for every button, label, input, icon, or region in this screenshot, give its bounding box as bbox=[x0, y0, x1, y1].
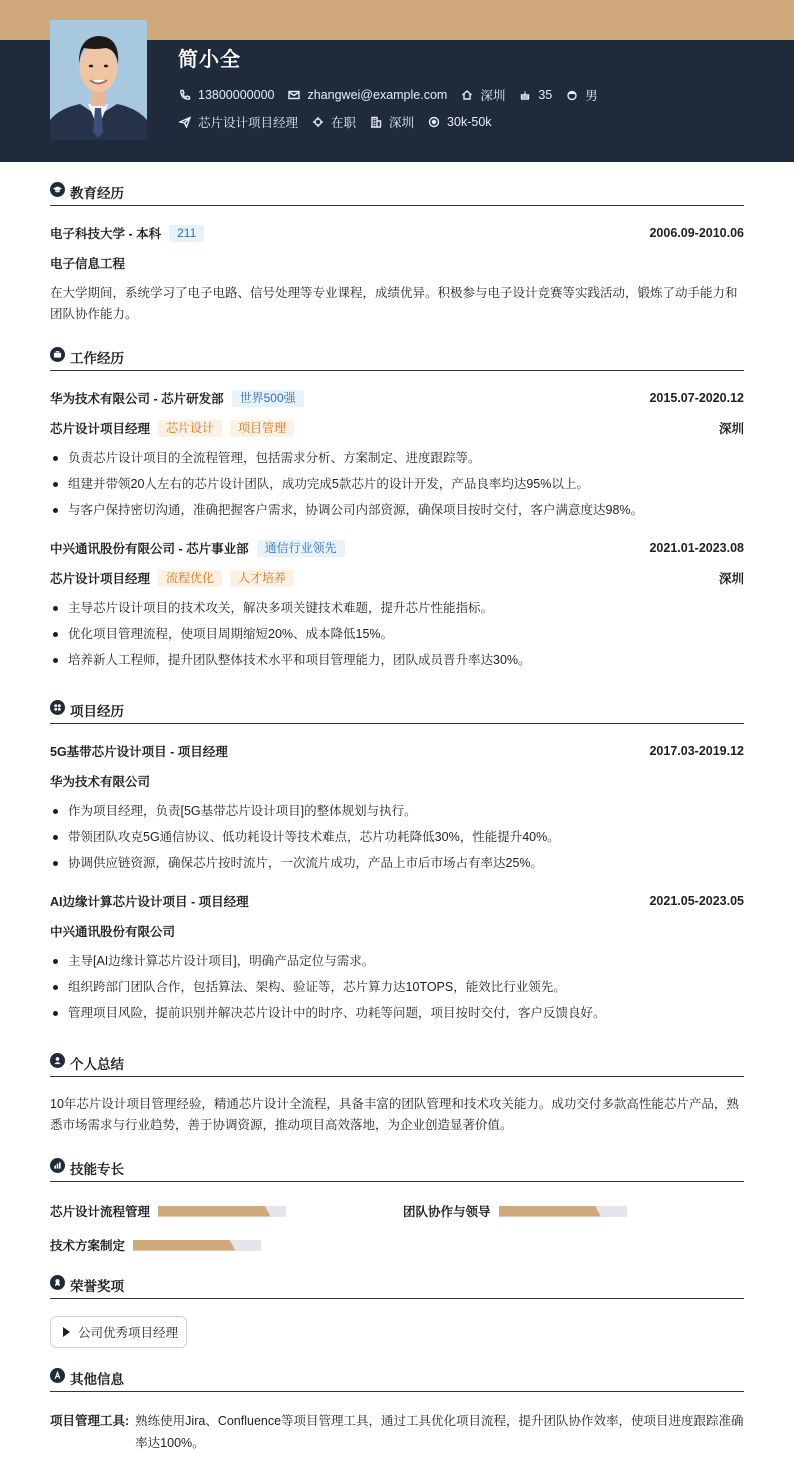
project-period: 2017.03-2019.12 bbox=[649, 744, 744, 758]
profile-photo bbox=[50, 20, 147, 140]
project-header bbox=[50, 892, 744, 910]
project-bullet: 带领团队攻克5G通信协议、低功耗设计等技术难点，芯片功耗降低30%，性能提升40%。 bbox=[50, 828, 744, 846]
home-icon bbox=[460, 88, 474, 102]
award-icon bbox=[50, 1275, 65, 1290]
info-a-icon bbox=[50, 1368, 65, 1383]
work-bullet: 主导芯片设计项目的技术攻关，解决多项关键技术难题，提升芯片性能指标。 bbox=[50, 599, 744, 617]
work-bullet: 负责芯片设计项目的全流程管理，包括需求分析、方案制定、进度跟踪等。 bbox=[50, 449, 744, 467]
award-item[interactable] bbox=[50, 1316, 187, 1348]
education-header bbox=[50, 224, 744, 242]
candidate-name: 简小全 bbox=[178, 49, 241, 71]
work-role-line bbox=[50, 569, 744, 587]
work-location: 深圳 bbox=[718, 572, 744, 586]
project-name: 5G基带芯片设计项目 - 项目经理 bbox=[50, 745, 228, 759]
work-location: 深圳 bbox=[718, 422, 744, 436]
gender-icon bbox=[565, 88, 579, 102]
target-city-item: 深圳 bbox=[369, 113, 414, 131]
company-tag: 世界500强 bbox=[232, 390, 304, 407]
salary-item: 30k-50k bbox=[427, 115, 491, 129]
email-item: zhangwei@example.com bbox=[287, 88, 447, 102]
awards-section-title: 荣誉奖项 bbox=[50, 1275, 744, 1299]
work-bullet: 组建并带领20人左右的芯片设计团队，成功完成5款芯片的设计开发，产品良率均达95%以上。 bbox=[50, 475, 744, 493]
skill-tag: 芯片设计 bbox=[158, 420, 222, 437]
skill-name: 技术方案制定 bbox=[50, 1239, 126, 1253]
major: 电子信息工程 bbox=[50, 257, 126, 271]
skill-tag: 人才培养 bbox=[230, 570, 294, 587]
project-company: 华为技术有限公司 bbox=[50, 775, 151, 789]
caret-right-icon bbox=[63, 1327, 70, 1337]
status-icon bbox=[311, 115, 325, 129]
school-degree: 电子科技大学 - 本科 bbox=[50, 227, 162, 241]
other-info-key: 项目管理工具: bbox=[50, 1414, 130, 1428]
role: 芯片设计项目经理 bbox=[50, 422, 151, 436]
summary-section-title: 个人总结 bbox=[50, 1053, 744, 1077]
skill-name: 芯片设计流程管理 bbox=[50, 1205, 151, 1219]
contact-row bbox=[178, 86, 611, 104]
age-item: 35 bbox=[518, 88, 552, 102]
education-period: 2006.09-2010.06 bbox=[649, 226, 744, 240]
briefcase-icon bbox=[50, 347, 65, 362]
work-period: 2021.01-2023.08 bbox=[649, 541, 744, 555]
project-bullet: 作为项目经理，负责[5G基带芯片设计项目]的整体规划与执行。 bbox=[50, 802, 744, 820]
graduation-cap-icon bbox=[50, 182, 65, 197]
mail-icon bbox=[287, 88, 301, 102]
company-name: 华为技术有限公司 - 芯片研发部 bbox=[50, 392, 224, 406]
job-intent-row bbox=[178, 113, 505, 131]
skill-bar-fill bbox=[499, 1206, 601, 1217]
other-info-value: 熟练使用Jira、Confluence等项目管理工具，通过工具优化项目流程，提升团队协作效率，使项目进度跟踪准确率达100%。 bbox=[135, 1414, 744, 1450]
user-icon bbox=[50, 1053, 65, 1068]
summary-text: 10年芯片设计项目管理经验，精通芯片设计全流程，具备丰富的团队管理和技术攻关能力。成功交付多款高性能芯片产品，熟悉市场需求与行业趋势，善于协调资源，推动项目高效落地，为企业创造显著价值。 bbox=[50, 1097, 739, 1132]
project-period: 2021.05-2023.05 bbox=[649, 894, 744, 908]
projects-section-title: 项目经历 bbox=[50, 700, 744, 724]
skill-name: 团队协作与领导 bbox=[403, 1205, 491, 1219]
company-tag: 通信行业领先 bbox=[257, 540, 345, 557]
skill-bar bbox=[158, 1206, 286, 1217]
work-header bbox=[50, 539, 744, 557]
school-tag: 211 bbox=[169, 225, 204, 242]
work-bullet: 与客户保持密切沟通，准确把握客户需求，协调公司内部资源，确保项目按时交付，客户满意度达98%。 bbox=[50, 501, 744, 519]
skills-section-title: 技能专长 bbox=[50, 1158, 744, 1182]
skill-bar bbox=[133, 1240, 261, 1251]
skill-tag: 项目管理 bbox=[230, 420, 294, 437]
project-bullet: 主导[AI边缘计算芯片设计项目]，明确产品定位与需求。 bbox=[50, 952, 744, 970]
work-role-line bbox=[50, 419, 744, 437]
skill-item bbox=[50, 1202, 286, 1220]
target-icon bbox=[427, 115, 441, 129]
work-bullet: 优化项目管理流程，使项目周期缩短20%、成本降低15%。 bbox=[50, 625, 744, 643]
position-item: 芯片设计项目经理 bbox=[178, 113, 298, 131]
status-item: 在职 bbox=[311, 113, 356, 131]
project-header bbox=[50, 742, 744, 760]
work-period: 2015.07-2020.12 bbox=[649, 391, 744, 405]
skill-item bbox=[50, 1236, 261, 1254]
project-bullet: 组织跨部门团队合作，包括算法、架构、验证等，芯片算力达10TOPS，能效比行业领先。 bbox=[50, 978, 744, 996]
role: 芯片设计项目经理 bbox=[50, 572, 151, 586]
phone-icon bbox=[178, 88, 192, 102]
education-description: 在大学期间，系统学习了电子电路、信号处理等专业课程，成绩优异。积极参与电子设计竞赛等实践活动，锻炼了动手能力和团队协作能力。 bbox=[50, 286, 738, 321]
cake-icon bbox=[518, 88, 532, 102]
work-section-title: 工作经历 bbox=[50, 347, 744, 371]
work-header bbox=[50, 389, 744, 407]
city-item: 深圳 bbox=[460, 86, 505, 104]
project-company: 中兴通讯股份有限公司 bbox=[50, 925, 176, 939]
work-bullet: 培养新人工程师，提升团队整体技术水平和项目管理能力，团队成员晋升率达30%。 bbox=[50, 651, 744, 669]
education-section-title: 教育经历 bbox=[50, 182, 744, 206]
gender-item: 男 bbox=[565, 86, 598, 104]
project-name: AI边缘计算芯片设计项目 - 项目经理 bbox=[50, 895, 249, 909]
grid-icon bbox=[50, 700, 65, 715]
skill-bar-fill bbox=[133, 1240, 235, 1251]
other-info-item bbox=[50, 1410, 744, 1454]
send-icon bbox=[178, 115, 192, 129]
bar-chart-icon bbox=[50, 1158, 65, 1173]
skill-bar-fill bbox=[158, 1206, 271, 1217]
company-name: 中兴通讯股份有限公司 - 芯片事业部 bbox=[50, 542, 249, 556]
other-section-title: 其他信息 bbox=[50, 1368, 744, 1392]
project-bullet: 管理项目风险，提前识别并解决芯片设计中的时序、功耗等问题，项目按时交付，客户反馈良好。 bbox=[50, 1004, 744, 1022]
building-icon bbox=[369, 115, 383, 129]
project-bullet: 协调供应链资源，确保芯片按时流片，一次流片成功，产品上市后市场占有率达25%。 bbox=[50, 854, 744, 872]
skill-bar bbox=[499, 1206, 627, 1217]
phone-item: 13800000000 bbox=[178, 88, 274, 102]
skill-tag: 流程优化 bbox=[158, 570, 222, 587]
skill-item bbox=[403, 1202, 627, 1220]
award-label: 公司优秀项目经理 bbox=[78, 1326, 179, 1340]
